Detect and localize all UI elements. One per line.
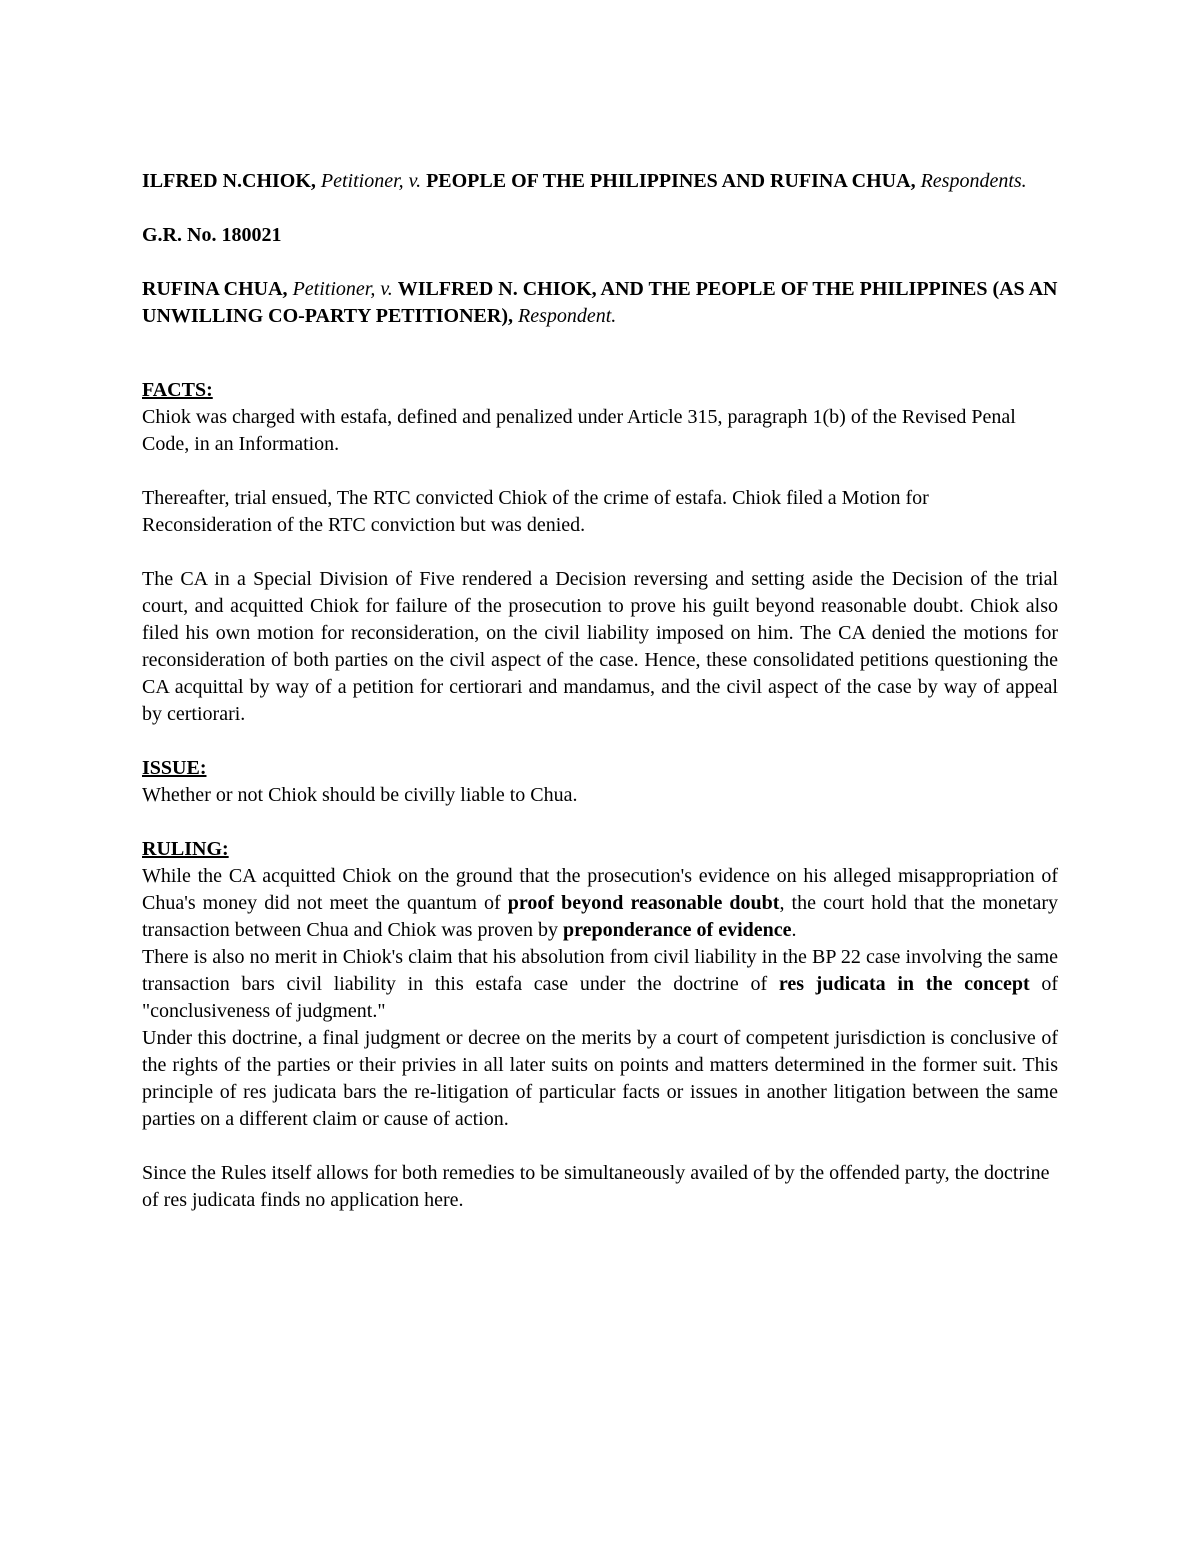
- ruling-paragraph-4: Since the Rules itself allows for both remedies to be simultaneously availed of by the offended party, the doctrine of res judicata finds no application here.: [142, 1162, 1050, 1211]
- case-caption-2: [142, 276, 1058, 330]
- ruling-p1-emphasis-proof: proof beyond reasonable doubt: [507, 892, 780, 914]
- facts-paragraph-2: Thereafter, trial ensued, The RTC convicted Chiok of the crime of estafa. Chiok filed a Motion for Reconsideration of the RTC conviction but was denied.: [142, 487, 929, 536]
- ruling-p2-text-c: of "conclusiveness of judgment.": [142, 973, 1059, 1022]
- caption2-role1: Petitioner, v.: [292, 278, 393, 300]
- caption2-party2: WILFRED N. CHIOK, AND THE PEOPLE OF THE PHILIPPINES (AS AN UNWILLING CO-PARTY PETITIONER),: [142, 278, 1058, 327]
- ruling-p1-text-a: While the CA acquitted Chiok on the ground that the prosecution's evidence on his alleged misappropriation of Chua's money did not meet the quantum of: [142, 865, 1058, 914]
- ruling-p2-text-a: There is also no merit in Chiok's claim that his absolution from civil liability in the BP 22 case involving the same transaction bars civil liability in this estafa case under the doctrine of: [142, 946, 1058, 995]
- ruling-heading: RULING:: [142, 838, 229, 860]
- ruling-paragraph-2: [142, 944, 1058, 1025]
- issue-text: Whether or not Chiok should be civilly liable to Chua.: [142, 784, 578, 806]
- issue-heading: ISSUE:: [142, 757, 207, 779]
- caption2-party1: RUFINA CHUA,: [142, 278, 288, 300]
- caption1-role1: Petitioner, v.: [320, 170, 422, 192]
- ruling-p1-text-e: .: [791, 919, 797, 941]
- ruling-paragraph-1: [142, 863, 1058, 944]
- ruling-p1-text-c: , the court hold that the monetary transaction between Chua and Chiok was proven by: [142, 892, 1059, 941]
- case-caption-1: [142, 168, 1058, 195]
- facts-paragraph-1: Chiok was charged with estafa, defined and penalized under Article 315, paragraph 1(b) of the Revised Penal Code, in an Information.: [142, 406, 1016, 455]
- ruling-section: [142, 836, 1058, 1214]
- facts-paragraph-3: The CA in a Special Division of Five rendered a Decision reversing and setting aside the Decision of the trial court, and acquitted Chiok for failure of the prosecution to prove his guilt beyond reasonable doubt. Chiok also filed his own motion for reconsideration, on the civil liability imposed on him. The CA denied the motions for reconsideration of both parties on the civil aspect of the case. Hence, these consolidated petitions questioning the CA acquittal by way of a petition for certiorari and mandamus, and the civil aspect of the case by way of appeal by certiorari.: [142, 568, 1058, 725]
- caption1-comma: ,: [910, 170, 916, 192]
- document-page: [142, 168, 1058, 1214]
- ruling-p1-emphasis-preponderance: preponderance of evidence: [563, 919, 792, 941]
- caption1-role2: Respondents.: [920, 170, 1027, 192]
- caption2-role2: Respondent.: [518, 305, 617, 327]
- gr-number: G.R. No. 180021: [142, 224, 282, 246]
- ruling-paragraph-3: Under this doctrine, a final judgment or decree on the merits by a court of competent jurisdiction is conclusive of the rights of the parties or their privies in all later suits on points and matters determined in the former suit. This principle of res judicata bars the re-litigation of particular facts or issues in another litigation between the same parties on a different claim or cause of action.: [142, 1027, 1058, 1130]
- caption1-party1: ILFRED N.CHIOK,: [142, 170, 316, 192]
- caption1-party2: PEOPLE OF THE PHILIPPINES AND RUFINA CHUA: [426, 170, 911, 192]
- facts-heading: FACTS:: [142, 379, 213, 401]
- issue-section: [142, 755, 1058, 809]
- ruling-p2-emphasis-res-judicata: res judicata in the concept: [778, 973, 1030, 995]
- facts-section: [142, 377, 1058, 728]
